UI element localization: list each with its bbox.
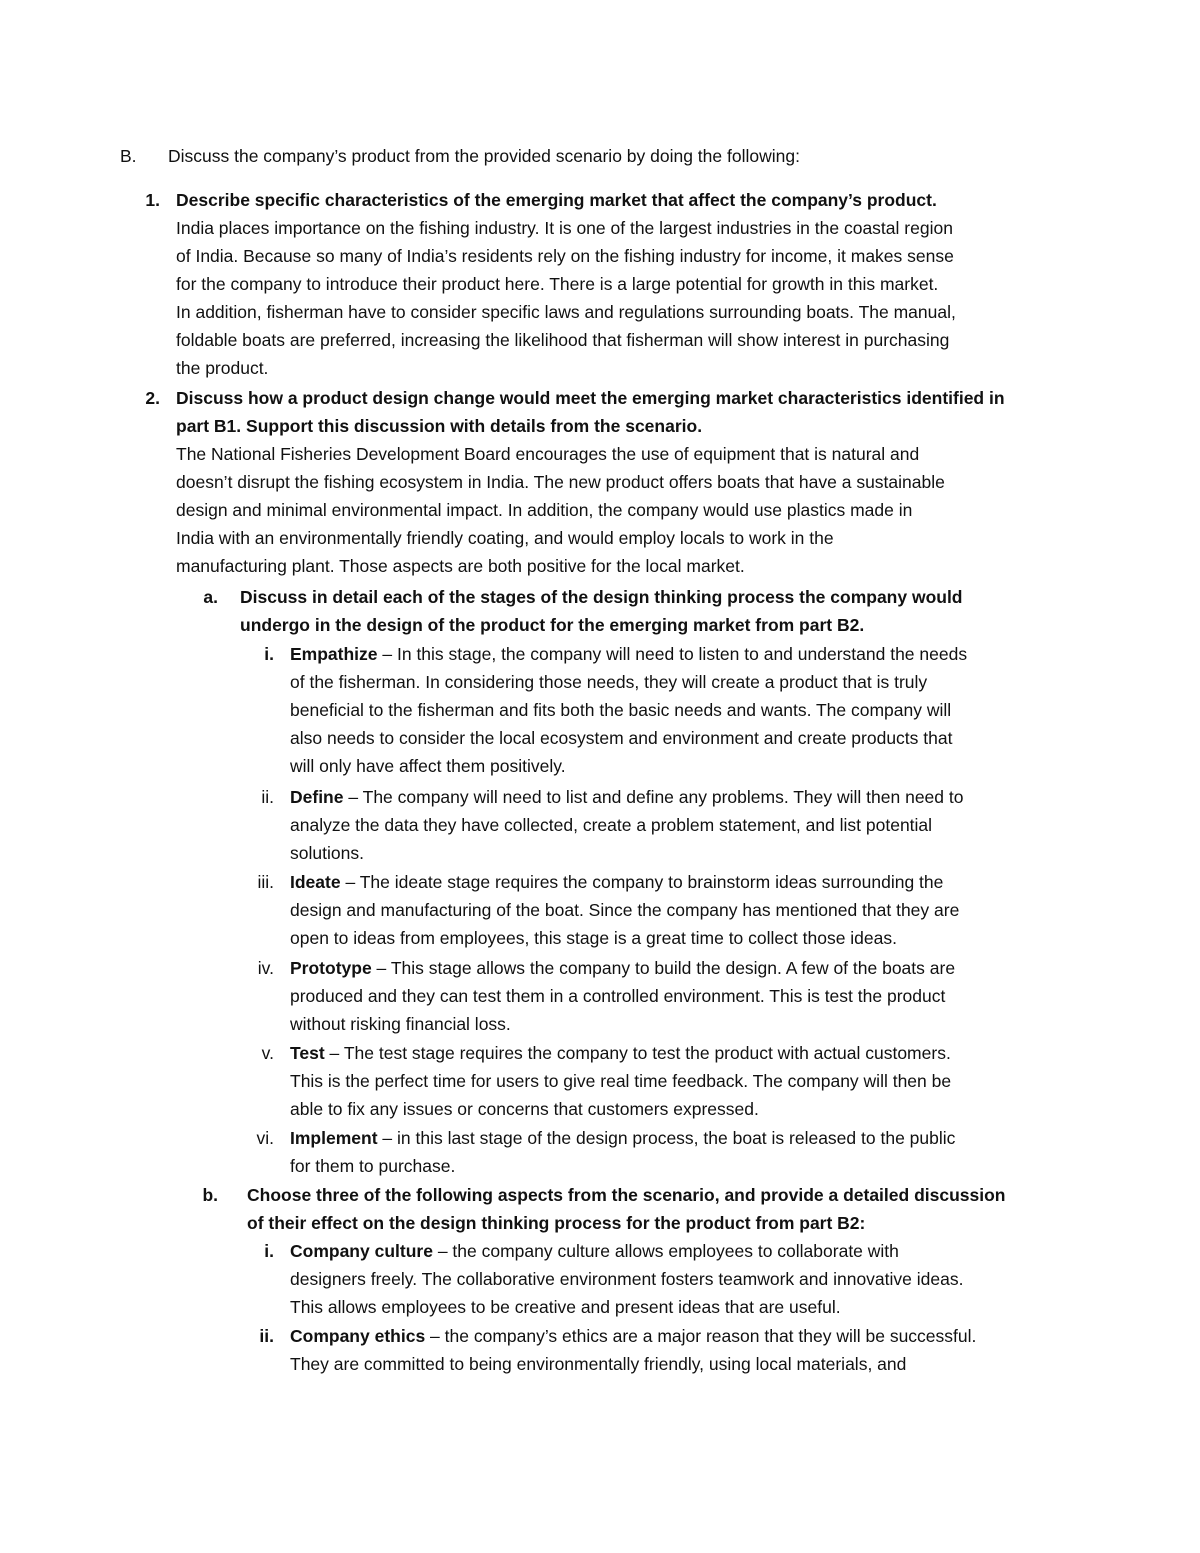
stage-text-line: for them to purchase.	[290, 1156, 456, 1176]
sub-a-marker: a.	[203, 587, 218, 607]
stage-text-line: design and manufacturing of the boat. Since the company has mentioned that they are	[290, 900, 960, 920]
item2-answer-line: design and minimal environmental impact. In addition, the company would use plastics made in	[176, 500, 913, 520]
stage-text-line: will only have affect them positively.	[290, 756, 566, 776]
aspect-text-line: designers freely. The collaborative environment fosters teamwork and innovative ideas.	[290, 1269, 964, 1289]
item2-prompt-line: Discuss how a product design change would meet the emerging market characteristics identified in	[176, 388, 1005, 408]
stage-text-line: of the fisherman. In considering those needs, they will create a product that is truly	[290, 672, 928, 692]
item2-answer-line: India with an environmentally friendly coating, and would employ locals to work in the	[176, 528, 834, 548]
aspect-marker: ii.	[259, 1326, 274, 1346]
stage-text-line: able to fix any issues or concerns that customers expressed.	[290, 1099, 759, 1119]
aspect-marker: i.	[264, 1241, 274, 1261]
stage-prototype: Prototype – This stage allows the company to build the design. A few of the boats are	[290, 958, 956, 978]
stage-implement: Implement – in this last stage of the design process, the boat is released to the public	[290, 1128, 956, 1148]
stage-marker: vi.	[256, 1128, 274, 1148]
stage-text-line: without risking financial loss.	[290, 1014, 511, 1034]
stage-marker: v.	[261, 1043, 274, 1063]
item1-answer-line: of India. Because so many of India’s residents rely on the fishing industry for income, it makes sense	[176, 246, 954, 266]
stage-text-line: produced and they can test them in a controlled environment. This is test the product	[290, 986, 946, 1006]
stage-marker: iv.	[257, 958, 274, 978]
item1-prompt: Describe specific characteristics of the emerging market that affect the company’s product.	[176, 190, 937, 210]
stage-test: Test – The test stage requires the company to test the product with actual customers.	[290, 1043, 951, 1063]
aspect-company-culture: Company culture – the company culture allows employees to collaborate with	[290, 1241, 899, 1261]
stage-marker: i.	[264, 644, 274, 664]
stage-marker: ii.	[261, 787, 274, 807]
aspect-text-line: This allows employees to be creative and present ideas that are useful.	[290, 1297, 841, 1317]
sub-b-prompt-line: Choose three of the following aspects from the scenario, and provide a detailed discussion	[247, 1185, 1006, 1205]
stage-text-line: solutions.	[290, 843, 364, 863]
stage-marker: iii.	[257, 872, 274, 892]
item2-answer-line: manufacturing plant. Those aspects are both positive for the local market.	[176, 556, 745, 576]
stage-text-line: analyze the data they have collected, create a problem statement, and list potential	[290, 815, 933, 835]
item2-marker: 2.	[145, 388, 160, 408]
item2-answer-line: doesn’t disrupt the fishing ecosystem in India. The new product offers boats that have a sustainable	[176, 472, 945, 492]
stage-text-line: also needs to consider the local ecosystem and environment and create products that	[290, 728, 953, 748]
stage-empathize: Empathize – In this stage, the company will need to listen to and understand the needs	[290, 644, 968, 664]
stage-ideate: Ideate – The ideate stage requires the company to brainstorm ideas surrounding the	[290, 872, 944, 892]
sub-a-prompt-line: undergo in the design of the product for the emerging market from part B2.	[240, 615, 865, 635]
section-b-heading: Discuss the company’s product from the provided scenario by doing the following:	[168, 146, 800, 166]
item2-answer-line: The National Fisheries Development Board encourages the use of equipment that is natural and	[176, 444, 920, 464]
sub-b-prompt-line: of their effect on the design thinking process for the product from part B2:	[247, 1213, 866, 1233]
item1-answer-line: foldable boats are preferred, increasing the likelihood that fisherman will show interest in purchasing	[176, 330, 950, 350]
section-b-marker: B.	[120, 146, 137, 166]
stage-text-line: This is the perfect time for users to give real time feedback. The company will then be	[290, 1071, 952, 1091]
aspect-text-line: They are committed to being environmentally friendly, using local materials, and	[290, 1354, 907, 1374]
sub-a-prompt-line: Discuss in detail each of the stages of the design thinking process the company would	[240, 587, 963, 607]
item1-answer-line: for the company to introduce their product here. There is a large potential for growth in this market.	[176, 274, 939, 294]
item1-answer-line: In addition, fisherman have to consider specific laws and regulations surrounding boats. The manual,	[176, 302, 956, 322]
stage-define: Define – The company will need to list and define any problems. They will then need to	[290, 787, 964, 807]
item2-prompt-line: part B1. Support this discussion with details from the scenario.	[176, 416, 703, 436]
sub-b-marker: b.	[202, 1185, 218, 1205]
item1-marker: 1.	[145, 190, 160, 210]
item1-answer-line: India places importance on the fishing industry. It is one of the largest industries in the coastal region	[176, 218, 953, 238]
stage-text-line: open to ideas from employees, this stage is a great time to collect those ideas.	[290, 928, 897, 948]
aspect-company-ethics: Company ethics – the company’s ethics are a major reason that they will be successful.	[290, 1326, 977, 1346]
stage-text-line: beneficial to the fisherman and fits both the basic needs and wants. The company will	[290, 700, 952, 720]
item1-answer-line: the product.	[176, 358, 269, 378]
